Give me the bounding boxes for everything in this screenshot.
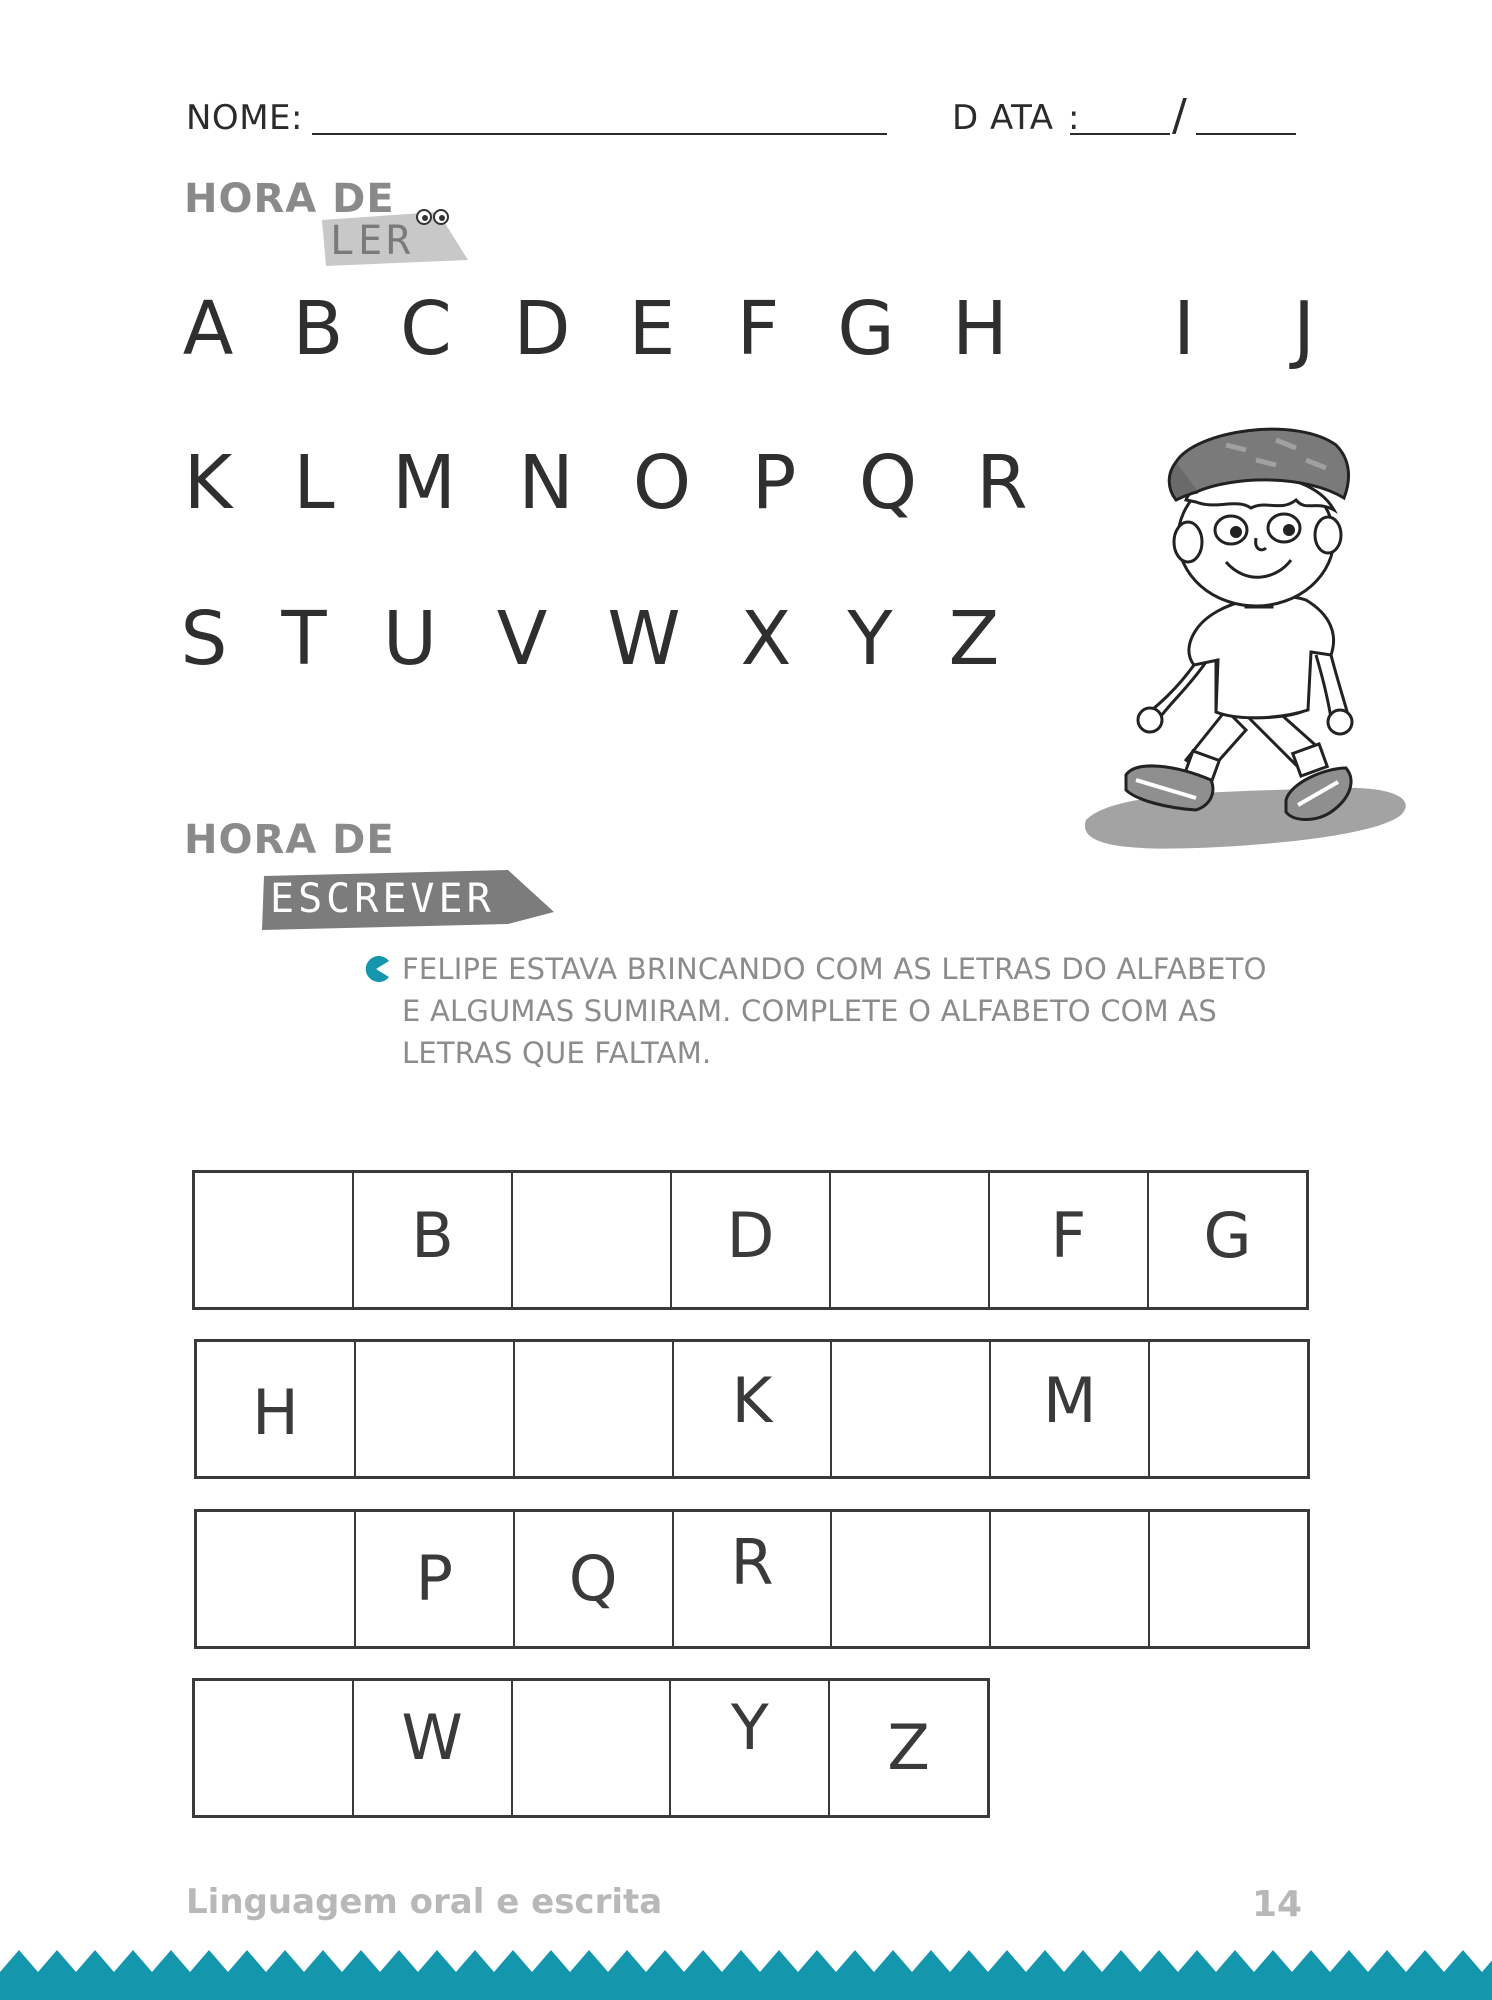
letter-box[interactable] bbox=[830, 1681, 987, 1815]
alphabet-letter: T bbox=[281, 596, 327, 682]
letter-box[interactable] bbox=[515, 1512, 674, 1646]
alphabet-letter: W bbox=[607, 596, 681, 682]
letter-box-value: P bbox=[415, 1542, 453, 1615]
alphabet-letter: G bbox=[837, 286, 895, 372]
date-separator: / bbox=[1172, 90, 1188, 141]
alphabet-letter: V bbox=[496, 596, 548, 682]
date-month-line[interactable] bbox=[1196, 133, 1296, 135]
name-label: NOME: bbox=[186, 98, 303, 138]
pacman-bullet-icon bbox=[362, 955, 390, 983]
letter-grid-row-4 bbox=[192, 1678, 990, 1818]
alphabet-letter: X bbox=[740, 596, 792, 682]
letter-box[interactable] bbox=[356, 1342, 515, 1476]
letter-box-value: M bbox=[1042, 1364, 1097, 1437]
alphabet-letter: Z bbox=[948, 596, 1000, 682]
instruction-line: FELIPE ESTAVA BRINCANDO COM AS LETRAS DO ALFABETO bbox=[402, 952, 1267, 986]
date-colon: : bbox=[1068, 98, 1080, 138]
letter-box-value: D bbox=[726, 1199, 775, 1272]
letter-box-value: W bbox=[401, 1701, 463, 1774]
letter-grid-row-1 bbox=[192, 1170, 1309, 1310]
alphabet-letter: L bbox=[293, 440, 335, 526]
letter-box-value: H bbox=[252, 1376, 299, 1449]
letter-box[interactable] bbox=[831, 1173, 990, 1307]
footer-subject: Linguagem oral e escrita bbox=[186, 1882, 663, 1922]
letter-box[interactable] bbox=[832, 1512, 991, 1646]
alphabet-letter: D bbox=[513, 286, 571, 372]
letter-box[interactable] bbox=[674, 1342, 833, 1476]
letter-box[interactable] bbox=[672, 1173, 831, 1307]
alphabet-letter: M bbox=[392, 440, 456, 526]
letter-box[interactable] bbox=[671, 1681, 830, 1815]
alphabet-letter: I bbox=[1173, 286, 1195, 372]
letter-box[interactable] bbox=[515, 1342, 674, 1476]
alphabet-letter: B bbox=[292, 286, 344, 372]
zigzag-border bbox=[0, 1946, 1492, 2000]
alphabet-letter: P bbox=[751, 440, 797, 526]
alphabet-letter: R bbox=[976, 440, 1028, 526]
letter-box-value: K bbox=[731, 1364, 773, 1437]
alphabet-letter: N bbox=[518, 440, 574, 526]
letter-box[interactable] bbox=[674, 1512, 833, 1646]
write-section-title: HORA DE bbox=[184, 817, 395, 863]
letter-box-value: Z bbox=[887, 1711, 930, 1784]
instruction-line: LETRAS QUE FALTAM. bbox=[402, 1036, 712, 1070]
alphabet-letter: A bbox=[182, 286, 234, 372]
alphabet-letter: H bbox=[952, 286, 1008, 372]
alphabet-letter: F bbox=[736, 286, 780, 372]
letter-box[interactable] bbox=[195, 1173, 354, 1307]
alphabet-letter: S bbox=[180, 596, 228, 682]
alphabet-letter: K bbox=[183, 440, 233, 526]
name-line[interactable] bbox=[312, 133, 887, 135]
letter-grid-row-3 bbox=[194, 1509, 1310, 1649]
letter-box[interactable] bbox=[354, 1173, 513, 1307]
date-day-line[interactable] bbox=[1070, 133, 1170, 135]
letter-box[interactable] bbox=[1149, 1173, 1306, 1307]
alphabet-letter: E bbox=[628, 286, 676, 372]
letter-box-value: Q bbox=[568, 1542, 618, 1615]
alphabet-letter: O bbox=[632, 440, 692, 526]
letter-box[interactable] bbox=[1150, 1512, 1307, 1646]
letter-box[interactable] bbox=[197, 1512, 356, 1646]
alphabet-letter: J bbox=[1293, 286, 1315, 372]
alphabet-letter: Y bbox=[847, 596, 893, 682]
date-label: D ATA bbox=[952, 98, 1054, 138]
letter-box[interactable] bbox=[197, 1342, 356, 1476]
letter-box[interactable] bbox=[991, 1342, 1150, 1476]
letter-box[interactable] bbox=[513, 1681, 672, 1815]
letter-box-value: G bbox=[1203, 1199, 1252, 1272]
letter-box-value: Y bbox=[730, 1691, 769, 1764]
alphabet-letter: Q bbox=[858, 440, 918, 526]
write-ribbon-label: ESCREVER bbox=[270, 876, 495, 922]
read-ribbon-label: LER bbox=[330, 218, 415, 264]
boy-walking-illustration bbox=[1076, 420, 1416, 870]
letter-box[interactable] bbox=[354, 1681, 513, 1815]
letter-box[interactable] bbox=[513, 1173, 672, 1307]
letter-box[interactable] bbox=[832, 1342, 991, 1476]
letter-box[interactable] bbox=[1150, 1342, 1307, 1476]
letter-box-value: F bbox=[1050, 1199, 1087, 1272]
letter-box[interactable] bbox=[356, 1512, 515, 1646]
letter-grid-row-2 bbox=[194, 1339, 1310, 1479]
letter-box-value: B bbox=[411, 1199, 454, 1272]
page-number: 14 bbox=[1252, 1884, 1303, 1925]
letter-box-value: R bbox=[730, 1526, 774, 1599]
alphabet-letter: C bbox=[400, 286, 452, 372]
alphabet-letter: U bbox=[382, 596, 438, 682]
letter-box[interactable] bbox=[990, 1173, 1149, 1307]
read-section-title: HORA DE bbox=[184, 176, 395, 222]
instruction-line: E ALGUMAS SUMIRAM. COMPLETE O ALFABETO COM AS bbox=[402, 994, 1217, 1028]
letter-box[interactable] bbox=[195, 1681, 354, 1815]
letter-box[interactable] bbox=[991, 1512, 1150, 1646]
